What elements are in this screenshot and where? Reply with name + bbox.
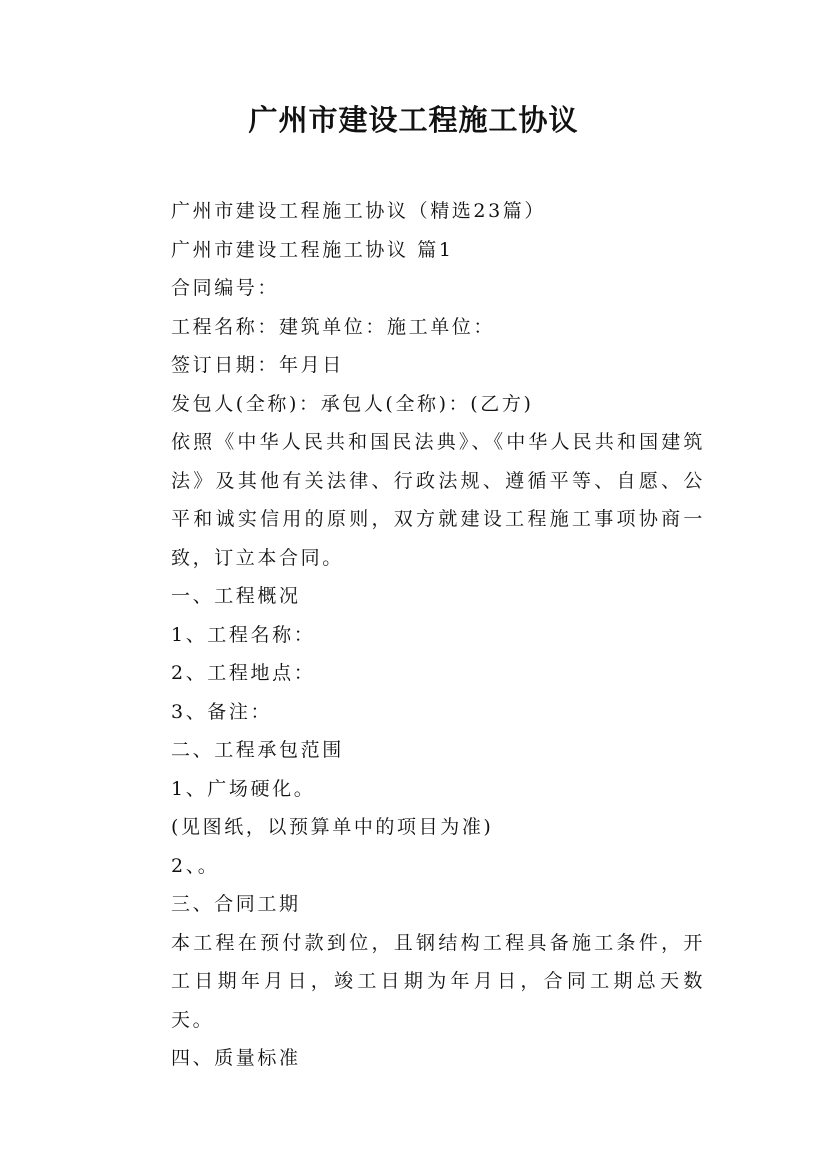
document-body [125,192,705,1078]
paragraph-item-project-location: 2、工程地点： [171,662,316,684]
paragraph-see-drawings: (见图纸，以预算单中的项目为准) [171,816,494,838]
paragraph-legal-basis: 依照《中华人民共和国民法典》、《中华人民共和国建筑法》及其他有关法律、行政法规、遵循平等、自愿、公平和诚实信用的原则，双方就建设工程施工事项协商一致，订立本合同。 [171,431,705,569]
paragraph-parties: 发包人(全称)：承包人(全称)：(乙方) [171,392,534,415]
paragraph-heading-scope: 二、工程承包范围 [171,739,344,761]
paragraph-project-name: 工程名称：建筑单位：施工单位： [171,315,496,338]
paragraph-subtitle: 广州市建设工程施工协议（精选23篇） [171,200,546,222]
paragraph-contract-number: 合同编号： [171,277,280,299]
paragraph-signing-date: 签订日期：年月日 [171,354,344,376]
document-title: 广州市建设工程施工协议 [248,103,579,137]
paragraph-duration-terms: 本工程在预付款到位，且钢结构工程具备施工条件，开工日期年月日，竣工日期为年月日，合同工期总天数天。 [171,931,705,1031]
paragraph-item-project-name: 1、工程名称： [171,623,316,646]
paragraph-heading-quality: 四、质量标准 [171,1047,301,1069]
paragraph-item-remarks: 3、备注： [171,700,273,723]
paragraph-section-heading: 广州市建设工程施工协议 篇1 [171,238,454,261]
paragraph-heading-overview: 一、工程概况 [171,585,301,607]
paragraph-item-square-hardening: 1、广场硬化。 [171,777,316,800]
paragraph-heading-duration: 三、合同工期 [171,893,301,915]
paragraph-item-two: 2、。 [171,854,220,877]
